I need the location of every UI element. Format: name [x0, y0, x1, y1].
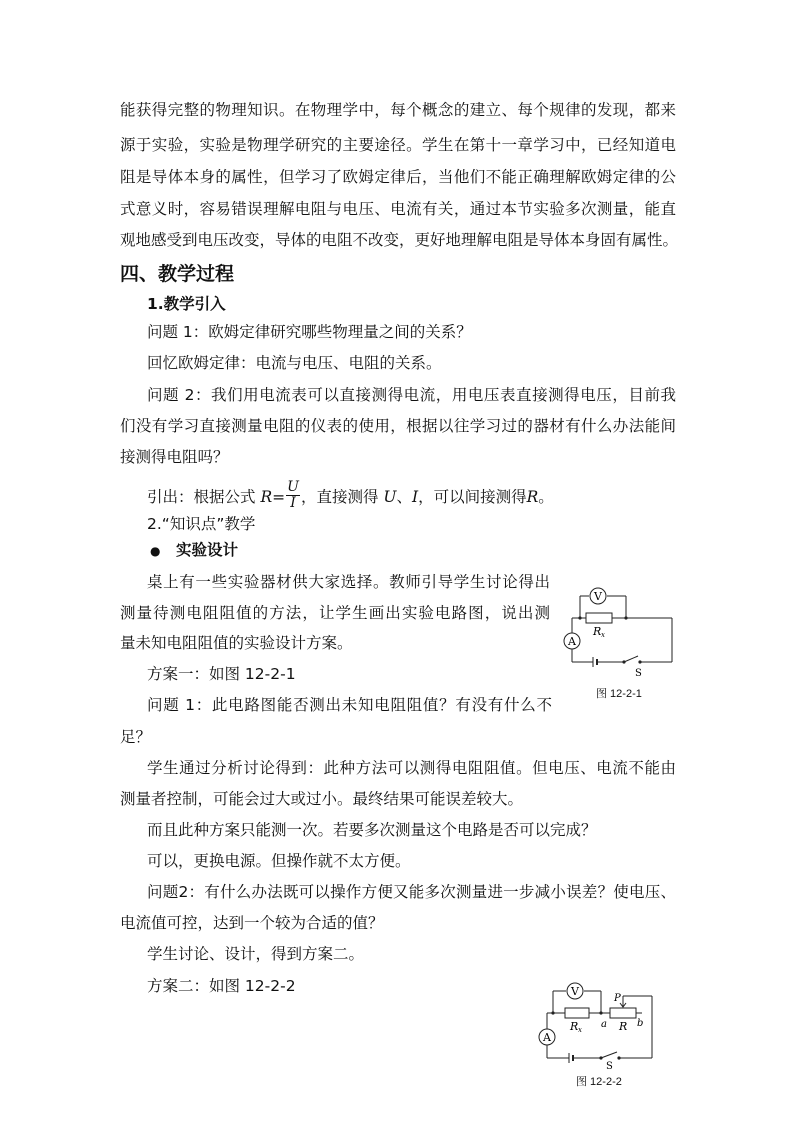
resistor-label: R: [570, 1020, 579, 1033]
lead-r: R: [526, 488, 539, 506]
end-a-label: a: [601, 1019, 607, 1030]
intro-line-1: 能获得完整的物理知识。在物理学中，每个概念的建立、每个规律的发现，都来: [120, 101, 676, 119]
recall-ohms-law: 回忆欧姆定律：电流与电压、电阻的关系。: [147, 354, 442, 372]
subsection-title-2: 2.“知识点”教学: [147, 515, 256, 533]
lead-mid-2: ，可以间接测得: [418, 488, 527, 506]
voltmeter-label: V: [571, 985, 579, 998]
design-para-line-3: 量未知电阻阻值的实验设计方案。: [120, 634, 353, 652]
design-para-line-2: 测量待测电阻阻值的方法，让学生画出实验电路图，说出测: [120, 604, 550, 622]
intro-line-2: 源于实验，实验是物理学研究的主要途径。学生在第十一章学习中，已经知道电: [120, 136, 676, 154]
multiple-measure-answer: 可以，更换电源。但操作就不太方便。: [147, 852, 411, 870]
formula-equals: =: [272, 488, 286, 506]
design-para-line-1: 桌上有一些实验器材供大家选择。教师引导学生讨论得出: [147, 573, 550, 591]
ammeter-label: A: [543, 1031, 551, 1044]
lead-prefix: 引出：根据公式: [147, 488, 256, 506]
intro-line-3: 阻是导体本身的属性，但学习了欧姆定律后，当他们不能正确理解欧姆定律的公: [120, 168, 676, 186]
section-heading: 四、教学过程: [120, 263, 235, 285]
plan-two-label: 方案二：如图 12-2-2: [147, 977, 296, 995]
resistor-subscript: x: [578, 1026, 582, 1034]
formula-fraction: [286, 480, 300, 511]
circuit-figure-12-2-2: [535, 980, 665, 1070]
plan-two-question-line-2: 电流值可控，达到一个较为合适的值？: [120, 914, 384, 932]
ammeter-label: A: [568, 635, 576, 648]
lead-u: U: [383, 488, 397, 506]
plan-one-question-line-2: 足？: [120, 728, 152, 746]
switch-label: S: [635, 668, 642, 679]
circuit-diagram-2: [535, 980, 665, 1070]
circuit-figure-12-2-1: [560, 580, 680, 680]
switch-label: S: [606, 1061, 613, 1070]
intro-question-2-line-1: 问题 2：我们用电流表可以直接测得电流，用电压表直接测得电压，目前我: [147, 386, 676, 404]
intro-question-1: 问题 1：欧姆定律研究哪些物理量之间的关系？: [147, 323, 472, 341]
intro-line-4: 式意义时，容易错误理解电阻与电压、电流有关，通过本节实验多次测量，能直: [120, 200, 676, 218]
intro-question-2-line-2: 们没有学习直接测量电阻的仪表的使用，根据以往学习过的器材有什么办法能间: [120, 417, 676, 435]
formula-numerator: U: [287, 479, 299, 495]
plan-two-question-line-1: 问题2：有什么办法既可以操作方便又能多次测量进一步减小误差？使电压、: [147, 883, 676, 901]
resistor-rx-symbol: [586, 613, 612, 623]
student-discussion: 学生讨论、设计，得到方案二。: [147, 945, 365, 963]
resistor-rx-symbol: [565, 1008, 589, 1018]
lead-i: I: [411, 488, 419, 506]
formula-denominator: I: [290, 495, 296, 511]
experiment-design-title: 实验设计: [176, 541, 239, 559]
circuit-diagram-1: [560, 580, 680, 680]
intro-line-5: 观地感受到电压改变，导体的电阻不改变，更好地理解电阻是导体本身固有属性。: [120, 231, 679, 249]
lead-mid: ，直接测得: [300, 488, 379, 506]
formula-r: R: [260, 488, 273, 506]
switch-blade: [601, 1052, 617, 1058]
rheostat-label: R: [619, 1020, 628, 1033]
multiple-measure-question: 而且此种方案只能测一次。若要多次测量这个电路是否可以完成？: [147, 821, 597, 839]
lead-sep: 、: [396, 488, 412, 506]
voltmeter-label: V: [594, 590, 602, 603]
resistor-label: R: [593, 625, 602, 638]
rheostat-symbol: [610, 1008, 636, 1018]
lead-end: 。: [538, 488, 554, 506]
figure-caption-12-2-1: 图 12-2-1: [596, 688, 642, 700]
plan-one-label: 方案一：如图 12-2-1: [147, 665, 296, 683]
lead-in-formula-line: [147, 479, 554, 513]
resistor-subscript: x: [601, 631, 605, 639]
plan-one-question-line-1: 问题 1：此电路图能否测出未知电阻阻值？有没有什么不: [147, 696, 552, 714]
slider-label: P: [614, 993, 621, 1004]
end-b-label: b: [637, 1018, 644, 1029]
subsection-title-1: 1.教学引入: [147, 295, 226, 313]
intro-question-2-line-3: 接测得电阻吗？: [120, 448, 229, 466]
figure-caption-12-2-2: 图 12-2-2: [576, 1076, 622, 1088]
answer-one-line-1: 学生通过分析讨论得到：此种方法可以测得电阻阻值。但电压、电流不能由: [147, 759, 676, 777]
switch-blade: [624, 656, 638, 662]
bullet-dot: ●: [150, 544, 161, 558]
answer-one-line-2: 测量者控制，可能会过大或过小。最终结果可能误差较大。: [120, 790, 524, 808]
